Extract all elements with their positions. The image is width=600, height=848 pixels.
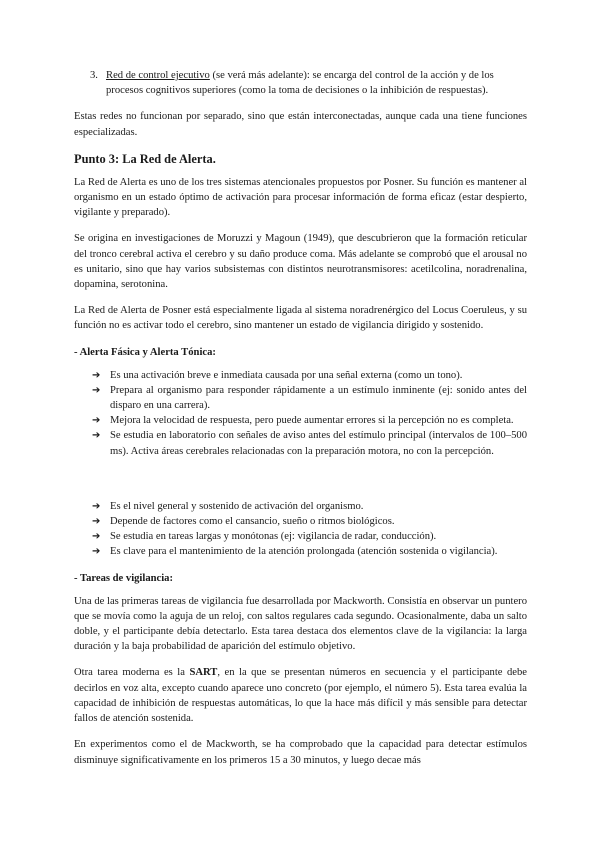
arrow-bullet-icon: ➔ (92, 531, 101, 543)
list-item: ➔ Se estudia en tareas largas y monótonas (ej: vigilancia de radar, conducción). (84, 529, 527, 544)
list-item: ➔ Es clave para el mantenimiento de la atención prolongada (atención sostenida o vigilancia). (84, 544, 527, 559)
item-content (106, 68, 527, 98)
list-item: ➔ Se estudia en laboratorio con señales de aviso antes del estímulo principal (intervalos de 100–500 ms). Activa áreas cerebrales relacionadas con la preparación motora, no con la percepción. (84, 428, 527, 458)
list-item: ➔ Es una activación breve e inmediata causada por una señal externa (como un tono). (84, 368, 527, 383)
arrow-bullet-icon: ➔ (92, 500, 101, 512)
subheading-phasic-tonic: - Alerta Fásica y Alerta Tónica: (74, 346, 216, 358)
phasic-bullet-list (74, 368, 527, 459)
arrow-bullet-icon: ➔ (92, 430, 101, 442)
tonic-bullet-list (74, 499, 527, 560)
sart-term: SART (189, 667, 218, 679)
list-item: ➔ Mejora la velocidad de respuesta, pero puede aumentar errores si la percepción no es completa. (84, 413, 527, 428)
section-title: Punto 3: La Red de Alerta. (74, 151, 216, 166)
item-text: (se verá más adelante): se encarga del control de la acción y de los procesos cognitivos superiores (como la toma de decisiones o la inhibición de respuestas). (106, 70, 494, 97)
intro-paragraph: Estas redes no funcionan por separado, sino que están interconectadas, aunque cada una tiene funciones especializadas. (74, 111, 527, 138)
arrow-bullet-icon: ➔ (92, 546, 101, 558)
paragraph-mackworth: Una de las primeras tareas de vigilancia fue desarrollada por Mackworth. Consistía en observar un puntero que se movía como la aguja de un reloj, con saltos regulares cada segundo. Ocasionalmente, daba un salto doble, y el participante debía detectarlo. Esta tarea destaca dos elementos clave de la vigilancia: la larga duración y la baja probabilidad de aparición del estímulo objetivo. (74, 595, 527, 653)
paragraph-sart: Otra tarea moderna es la SART, en la que se presentan números en secuencia y el participante debe decirlos en voz alta, excepto cuando aparece uno concreto (por ejemplo, el número 5). Esta tarea evalúa la capacidad de inhibición de respuestas automáticas, lo que la hace más difícil y más sensible para detectar fallos de atención sostenida. (74, 667, 527, 725)
paragraph-posner: La Red de Alerta de Posner está especialmente ligada al sistema noradrenérgico del Locus Coeruleus, y su función no es activar todo el cerebro, sino mantener un estado de vigilancia dirigido y sostenido. (74, 305, 527, 332)
list-item: ➔ Es el nivel general y sostenido de activación del organismo. (84, 499, 527, 514)
arrow-bullet-icon: ➔ (92, 384, 101, 396)
list-item: ➔ Depende de factores como el cansancio, sueño o ritmos biológicos. (84, 514, 527, 529)
arrow-bullet-icon: ➔ (92, 516, 101, 528)
list-item: ➔ Prepara al organismo para responder rápidamente a un estímulo inminente (ej: sonido antes del disparo en una carrera). (84, 383, 527, 413)
numbered-item-executive-network (90, 68, 527, 98)
paragraph-origin: Se origina en investigaciones de Moruzzi y Magoun (1949), que descubrieron que la formación reticular del tronco cerebral activa el cerebro y su daño produce coma. Más adelante se comprobó que el arousal no es unitario, sino que hay varios subsistemas con distintos neurotransmisores: acetilcolina, noradrenalina, dopamina, serotonina. (74, 233, 527, 291)
item-number: 3. (90, 70, 98, 81)
subheading-vigilance-tasks: - Tareas de vigilancia: (74, 572, 173, 584)
paragraph-experiments: En experimentos como el de Mackworth, se ha comprobado que la capacidad para detectar estímulos disminuye significativamente en los primeros 15 a 30 minutos, y luego decae más (74, 739, 527, 766)
arrow-bullet-icon: ➔ (92, 369, 101, 381)
item-term: Red de control ejecutivo (106, 70, 210, 81)
paragraph-definition: La Red de Alerta es uno de los tres sistemas atencionales propuestos por Posner. Su función es mantener al organismo en un estado óptimo de activación para procesar información de forma eficaz (estar despierto, vigilante y preparado). (74, 176, 527, 219)
arrow-bullet-icon: ➔ (92, 415, 101, 427)
